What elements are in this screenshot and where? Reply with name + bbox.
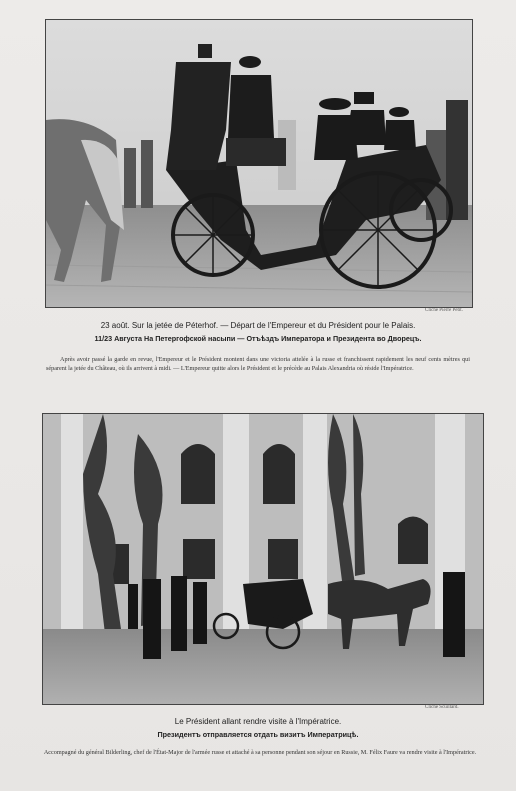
bottom-caption-description: Accompagné du général Bilderling, chef de l'État-Major de l'armée russe et attaché à sa personne pendant son séjour en Russie, M. Félix Faure va rendre visite à l'Impératrice.	[43, 749, 477, 756]
top-caption-russian: 11/23 Августа На Петергофской насыпи — Отъѣздъ Императора и Президента во Дворецъ.	[94, 334, 422, 343]
bottom-caption-french: Le Président allant rendre visite à l'Impératrice.	[174, 717, 342, 726]
top-caption-description: Après avoir passé la garde en revue, l'Empereur et le Président montent dans une victoria attelée à la russe et franchissent rapidement les neuf cents mètres qui séparent la jetée du Château, où ils arrivent à midi. — L'Empereur quitte alors le Président et le précède au Palais Alexandria où réside l'Impératrice.	[46, 356, 470, 372]
top-photo-credit: Cliché Pierre Petit.	[425, 308, 463, 313]
bottom-photograph	[42, 413, 484, 705]
bottom-photo-credit: Cliché Scuillard.	[425, 705, 459, 710]
top-photograph	[45, 19, 473, 308]
bottom-caption-russian: Президентъ отправляется отдать визитъ Императрицѣ.	[157, 730, 359, 739]
top-caption-french: 23 août. Sur la jetée de Péterhof. — Départ de l'Empereur et du Président pour le Palais.	[100, 321, 416, 330]
